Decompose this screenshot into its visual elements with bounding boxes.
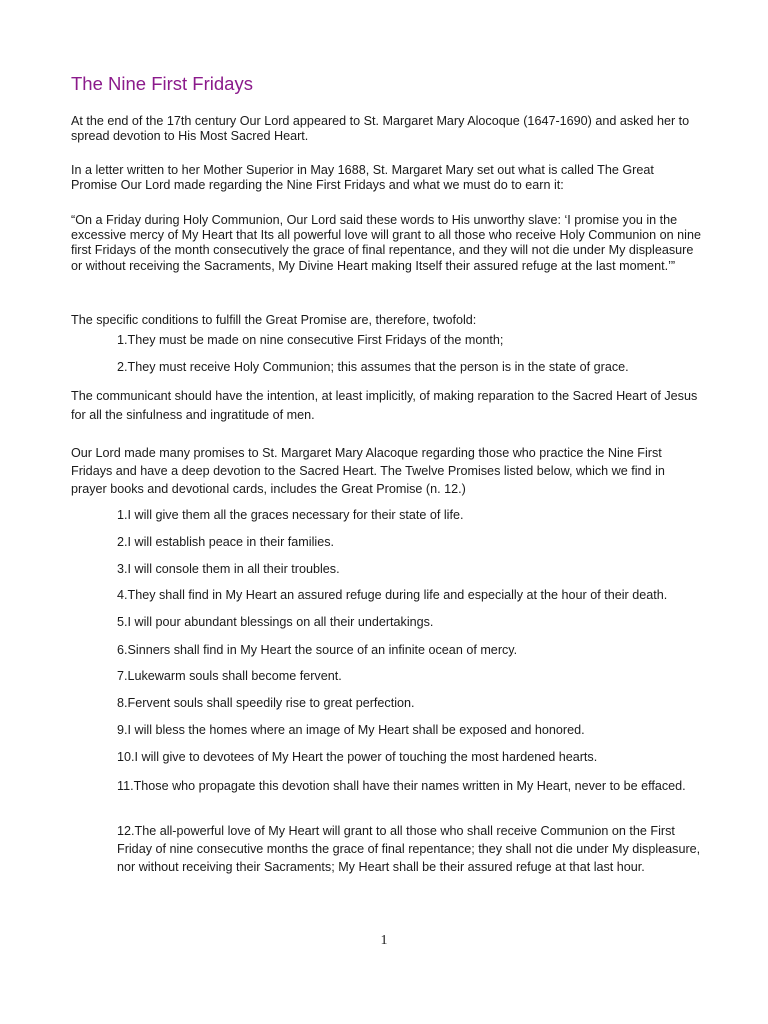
conditions-intro: The specific conditions to fulfill the Great Promise are, therefore, twofold:	[71, 313, 477, 327]
quote-paragraph: “On a Friday during Holy Communion, Our Lord said these words to His unworthy slave: ‘I promise you in the excessive mercy of My Heart that Its all powerful love will grant to all those who receive Holy Communion on nine first Fridays of the month consecutively the grace of final repentance, and they will not die under My displeasure or without receiving the Sacraments, My Divine Heart making Itself their assured refuge at the last moment.’”	[71, 213, 701, 273]
condition-item: 1.They must be made on nine consecutive First Fridays of the month;	[117, 333, 504, 347]
condition-item: 2.They must receive Holy Communion; this assumes that the person is in the state of grace.	[117, 360, 629, 374]
promise-item: 6.Sinners shall find in My Heart the source of an infinite ocean of mercy.	[117, 643, 518, 657]
promise-item: 1.I will give them all the graces necessary for their state of life.	[117, 508, 464, 522]
promise-item: 7.Lukewarm souls shall become fervent.	[117, 669, 342, 683]
promise-item: 12.The all-powerful love of My Heart will grant to all those who shall receive Communion on the First Friday of nine consecutive months the grace of final repentance; they shall not die under My displeasure, nor without receiving their Sacraments; My Heart shall be their assured refuge at that last hour.	[117, 824, 701, 874]
page-title: The Nine First Fridays	[71, 73, 253, 94]
promise-item: 11.Those who propagate this devotion shall have their names written in My Heart, never to be effaced.	[117, 779, 686, 793]
promise-item: 2.I will establish peace in their families.	[117, 535, 334, 549]
promises-intro: Our Lord made many promises to St. Margaret Mary Alacoque regarding those who practice the Nine First Fridays and have a deep devotion to the Sacred Heart. The Twelve Promises listed below, which we find in prayer books and devotional cards, includes the Great Promise (n. 12.)	[71, 446, 665, 496]
promise-item: 4.They shall find in My Heart an assured refuge during life and especially at the hour of their death.	[117, 588, 668, 602]
promise-item: 9.I will bless the homes where an image of My Heart shall be exposed and honored.	[117, 723, 585, 737]
page-number: 1	[380, 933, 388, 948]
promise-item: 3.I will console them in all their troubles.	[117, 562, 340, 576]
communicant-paragraph: The communicant should have the intention, at least implicitly, of making reparation to the Sacred Heart of Jesus for all the sinfulness and ingratitude of men.	[71, 389, 698, 422]
promise-item: 8.Fervent souls shall speedily rise to great perfection.	[117, 696, 415, 710]
intro-paragraph: At the end of the 17th century Our Lord appeared to St. Margaret Mary Alocoque (1647-1690) and asked her to spread devotion to His Most Sacred Heart.	[71, 114, 690, 144]
promise-item: 10.I will give to devotees of My Heart the power of touching the most hardened hearts.	[117, 750, 598, 764]
promise-item: 5.I will pour abundant blessings on all their undertakings.	[117, 615, 434, 629]
letter-paragraph: In a letter written to her Mother Superior in May 1688, St. Margaret Mary set out what is called The Great Promise Our Lord made regarding the Nine First Fridays and what we must do to earn it:	[71, 163, 654, 193]
